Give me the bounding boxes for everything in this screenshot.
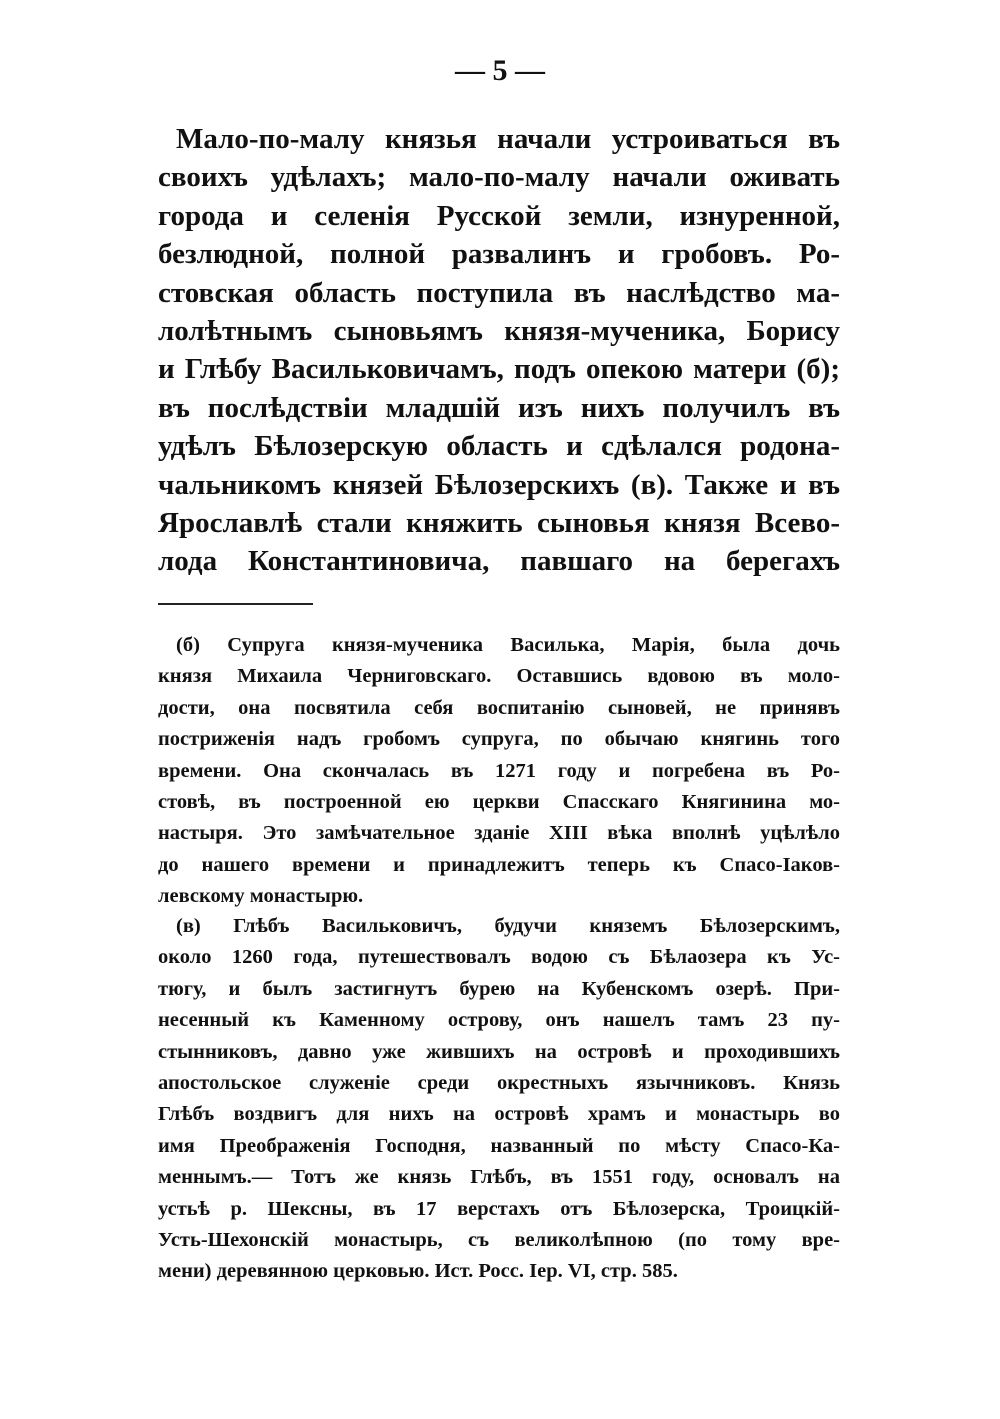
text-line: удѣлъ Бѣлозерскую область и сдѣлался родона- xyxy=(158,430,840,463)
footnote-line: Глѣбъ воздвигъ для нихъ на островѣ храмъ и монастырь во xyxy=(158,1103,840,1126)
footnote-line: тюгу, и былъ застигнутъ бурею на Кубенскомъ озерѣ. При- xyxy=(158,977,840,1000)
footnote-line: Усть-Шехонскій монастырь, съ великолѣпною (по тому вре- xyxy=(158,1228,840,1251)
footnote-line: времени. Она скончалась въ 1271 году и погребена въ Ро- xyxy=(158,759,840,782)
text-line: въ послѣдствіи младшій изъ нихъ получилъ въ xyxy=(158,391,840,424)
text-line: Мало-по-малу князья начали устроиваться въ xyxy=(176,123,840,155)
footnote-v xyxy=(158,911,840,1288)
main-text xyxy=(158,120,840,581)
footnote-line: настыря. Это замѣчательное зданіе XIII вѣка вполнѣ уцѣлѣло xyxy=(158,822,840,845)
text-line: Ярославлѣ стали княжить сыновья князя Всево- xyxy=(158,506,840,539)
footnote-line: постриженія надъ гробомъ супруга, по обычаю княгинь того xyxy=(158,728,840,751)
text-line: лолѣтнымъ сыновьямъ князя-мученика, Борису xyxy=(158,314,840,347)
text-line: стовская область поступила въ наслѣдство ма- xyxy=(158,276,840,309)
footnote-b xyxy=(158,630,840,913)
text-line: безлюдной, полной развалинъ и гробовъ. Ро- xyxy=(158,238,840,271)
page-number: — 5 — xyxy=(455,54,545,87)
footnote-line: дости, она посвятила себя воспитанію сыновей, не принявъ xyxy=(158,696,840,719)
footnote-line: меннымъ.— Тотъ же князь Глѣбъ, въ 1551 году, основалъ на xyxy=(158,1166,840,1189)
footnote-line: несенный къ Каменному острову, онъ нашелъ тамъ 23 пу- xyxy=(158,1009,840,1032)
footnote-line: устьѣ р. Шексны, въ 17 верстахъ отъ Бѣлозерска, Троицкій- xyxy=(158,1197,840,1220)
text-line: и Глѣбу Васильковичамъ, подъ опекою матери (б); xyxy=(158,353,840,386)
text-line: города и селенія Русской земли, изнуренной, xyxy=(158,199,840,232)
footnote-divider xyxy=(158,603,313,605)
footnote-line: стынниковъ, давно уже жившихъ на островѣ и проходившихъ xyxy=(158,1040,840,1063)
footnote-line: апостольское служеніе среди окрестныхъ язычниковъ. Князь xyxy=(158,1071,840,1094)
text-line: своихъ удѣлахъ; мало-по-малу начали оживать xyxy=(158,161,840,194)
footnote-line: мени) деревянною церковью. Ист. Росс. Іер. VI, стр. 585. xyxy=(158,1260,678,1283)
footnote-line: (в) Глѣбъ Васильковичъ, будучи княземъ Бѣлозерскимъ, xyxy=(176,915,840,937)
footnote-line: до нашего времени и принадлежитъ теперь къ Спасо-Іаков- xyxy=(158,853,840,876)
footnote-line: (б) Супруга князя-мученика Василька, Марія, была дочь xyxy=(176,634,840,656)
footnote-line: князя Михаила Черниговскаго. Оставшись вдовою въ моло- xyxy=(158,665,840,688)
text-line: лода Константиновича, павшаго на берегахъ xyxy=(158,545,840,578)
footnote-line: стовѣ, въ построенной ею церкви Спасскаго Княгинина мо- xyxy=(158,790,840,813)
text-line: чальникомъ князей Бѣлозерскихъ (в). Также и въ xyxy=(158,468,840,501)
footnote-line: имя Преображенія Господня, названный по мѣсту Спасо-Ка- xyxy=(158,1134,840,1157)
footnote-line: около 1260 года, путешествовалъ водою съ Бѣлаозера къ Ус- xyxy=(158,946,840,969)
footnote-line: левскому монастырю. xyxy=(158,885,364,908)
